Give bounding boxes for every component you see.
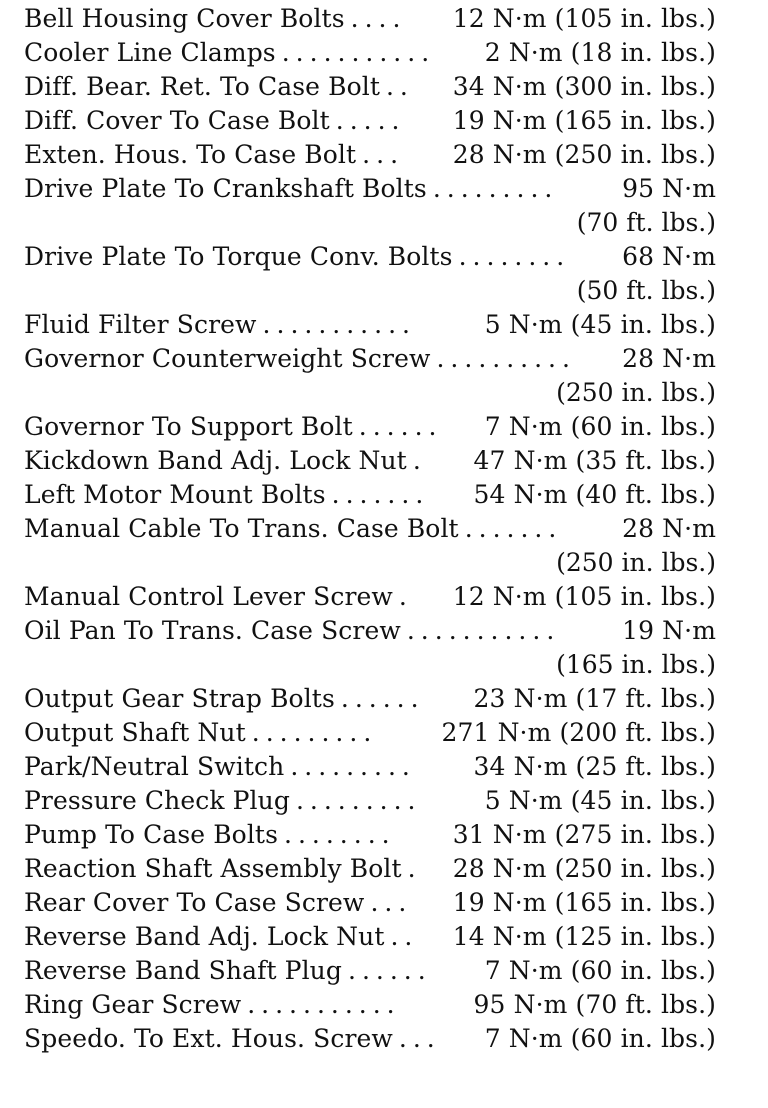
spec-value: 34 N·m (25 ft. lbs.) bbox=[473, 752, 716, 781]
spec-value: 54 N·m (40 ft. lbs.) bbox=[473, 480, 716, 509]
spec-row bbox=[24, 70, 716, 104]
spec-value: 95 N·m bbox=[622, 174, 716, 203]
spec-value: 12 N·m (105 in. lbs.) bbox=[452, 582, 716, 611]
leader-dots: ....... bbox=[331, 480, 430, 509]
spec-label: Drive Plate To Torque Conv. Bolts bbox=[24, 242, 453, 271]
spec-label: Exten. Hous. To Case Bolt bbox=[24, 140, 357, 169]
spec-row bbox=[24, 308, 716, 342]
spec-label: Output Shaft Nut bbox=[24, 718, 246, 747]
spec-label: Reverse Band Adj. Lock Nut bbox=[24, 922, 385, 951]
spec-row bbox=[24, 240, 716, 308]
leader-dots: ....... bbox=[464, 514, 563, 543]
leader-dots: ........ bbox=[458, 242, 571, 271]
leader-dots: .. bbox=[385, 72, 414, 101]
spec-value: 47 N·m (35 ft. lbs.) bbox=[473, 446, 716, 475]
leader-dots: ...... bbox=[340, 684, 425, 713]
leader-dots: ...... bbox=[348, 956, 432, 985]
leader-dots: ... bbox=[370, 888, 413, 917]
spec-value: 28 N·m bbox=[622, 514, 716, 543]
leader-dots: ........... bbox=[262, 310, 416, 339]
spec-value: 34 N·m (300 in. lbs.) bbox=[452, 72, 716, 101]
spec-label: Pump To Case Bolts bbox=[24, 820, 279, 849]
leader-dots: ... bbox=[398, 1024, 441, 1053]
spec-label: Diff. Bear. Ret. To Case Bolt bbox=[24, 72, 380, 101]
spec-value: 19 N·m (165 in. lbs.) bbox=[452, 888, 716, 917]
leader-dots: . bbox=[407, 854, 422, 883]
leader-dots: .......... bbox=[436, 344, 576, 373]
spec-label: Park/Neutral Switch bbox=[24, 752, 285, 781]
spec-row bbox=[24, 920, 716, 954]
spec-row bbox=[24, 444, 716, 478]
spec-label: Cooler Line Clamps bbox=[24, 38, 276, 67]
spec-row bbox=[24, 478, 716, 512]
spec-row bbox=[24, 580, 716, 614]
spec-value: 7 N·m (60 in. lbs.) bbox=[484, 956, 716, 985]
spec-row bbox=[24, 36, 716, 70]
spec-row bbox=[24, 750, 716, 784]
leader-dots: . bbox=[398, 582, 413, 611]
leader-dots: .... bbox=[350, 4, 407, 33]
spec-row bbox=[24, 172, 716, 240]
spec-row bbox=[24, 410, 716, 444]
spec-row bbox=[24, 954, 716, 988]
spec-value: 5 N·m (45 in. lbs.) bbox=[484, 786, 716, 815]
spec-value: 14 N·m (125 in. lbs.) bbox=[452, 922, 716, 951]
spec-row bbox=[24, 138, 716, 172]
leader-dots: ........... bbox=[281, 38, 436, 67]
spec-label: Governor Counterweight Screw bbox=[24, 344, 431, 373]
spec-value: 95 N·m (70 ft. lbs.) bbox=[473, 990, 716, 1019]
leader-dots: ........... bbox=[247, 990, 401, 1019]
spec-label: Diff. Cover To Case Bolt bbox=[24, 106, 330, 135]
leader-dots: ......... bbox=[290, 752, 416, 781]
spec-value-continuation: (70 ft. lbs.) bbox=[576, 208, 716, 237]
leader-dots: ......... bbox=[251, 718, 378, 747]
spec-label: Kickdown Band Adj. Lock Nut bbox=[24, 446, 407, 475]
spec-label: Manual Cable To Trans. Case Bolt bbox=[24, 514, 459, 543]
spec-value-continuation: (250 in. lbs.) bbox=[556, 548, 716, 577]
spec-value-continuation: (250 in. lbs.) bbox=[556, 378, 716, 407]
spec-value: 28 N·m (250 in. lbs.) bbox=[452, 140, 716, 169]
spec-row bbox=[24, 682, 716, 716]
spec-row bbox=[24, 784, 716, 818]
spec-label: Fluid Filter Screw bbox=[24, 310, 257, 339]
spec-value: 271 N·m (200 ft. lbs.) bbox=[441, 718, 716, 747]
spec-label: Governor To Support Bolt bbox=[24, 412, 353, 441]
spec-value: 31 N·m (275 in. lbs.) bbox=[452, 820, 716, 849]
spec-row bbox=[24, 886, 716, 920]
spec-value-continuation: (165 in. lbs.) bbox=[556, 650, 716, 679]
spec-label: Left Motor Mount Bolts bbox=[24, 480, 326, 509]
leader-dots: ......... bbox=[295, 786, 422, 815]
spec-label: Rear Cover To Case Screw bbox=[24, 888, 365, 917]
spec-row bbox=[24, 1022, 716, 1056]
spec-row bbox=[24, 2, 716, 36]
leader-dots: .. bbox=[390, 922, 419, 951]
spec-value: 19 N·m (165 in. lbs.) bbox=[452, 106, 716, 135]
spec-label: Reverse Band Shaft Plug bbox=[24, 956, 342, 985]
spec-label: Output Gear Strap Bolts bbox=[24, 684, 335, 713]
spec-label: Drive Plate To Crankshaft Bolts bbox=[24, 174, 427, 203]
spec-row bbox=[24, 716, 716, 750]
spec-row bbox=[24, 342, 716, 410]
leader-dots: ......... bbox=[432, 174, 559, 203]
leader-dots: ........ bbox=[284, 820, 396, 849]
spec-row bbox=[24, 614, 716, 682]
spec-value-continuation: (50 ft. lbs.) bbox=[576, 276, 716, 305]
spec-value: 23 N·m (17 ft. lbs.) bbox=[473, 684, 716, 713]
spec-value: 7 N·m (60 in. lbs.) bbox=[484, 412, 716, 441]
spec-row bbox=[24, 852, 716, 886]
spec-value: 19 N·m bbox=[622, 616, 716, 645]
spec-label: Ring Gear Screw bbox=[24, 990, 242, 1019]
leader-dots: . bbox=[412, 446, 427, 475]
spec-label: Manual Control Lever Screw bbox=[24, 582, 393, 611]
spec-value: 7 N·m (60 in. lbs.) bbox=[484, 1024, 716, 1053]
spec-label: Oil Pan To Trans. Case Screw bbox=[24, 616, 401, 645]
spec-row bbox=[24, 818, 716, 852]
leader-dots: ..... bbox=[335, 106, 406, 135]
spec-label: Pressure Check Plug bbox=[24, 786, 290, 815]
leader-dots: ........... bbox=[406, 616, 561, 645]
spec-label: Reaction Shaft Assembly Bolt bbox=[24, 854, 402, 883]
spec-label: Speedo. To Ext. Hous. Screw bbox=[24, 1024, 393, 1053]
spec-value: 5 N·m (45 in. lbs.) bbox=[484, 310, 716, 339]
spec-row bbox=[24, 104, 716, 138]
spec-value: 12 N·m (105 in. lbs.) bbox=[452, 4, 716, 33]
leader-dots: ...... bbox=[358, 412, 443, 441]
spec-value: 68 N·m bbox=[622, 242, 716, 271]
spec-value: 2 N·m (18 in. lbs.) bbox=[484, 38, 716, 67]
torque-spec-list bbox=[24, 0, 716, 1056]
leader-dots: ... bbox=[362, 140, 405, 169]
spec-value: 28 N·m (250 in. lbs.) bbox=[452, 854, 716, 883]
spec-row bbox=[24, 988, 716, 1022]
spec-row bbox=[24, 512, 716, 580]
spec-value: 28 N·m bbox=[622, 344, 716, 373]
spec-label: Bell Housing Cover Bolts bbox=[24, 4, 345, 33]
